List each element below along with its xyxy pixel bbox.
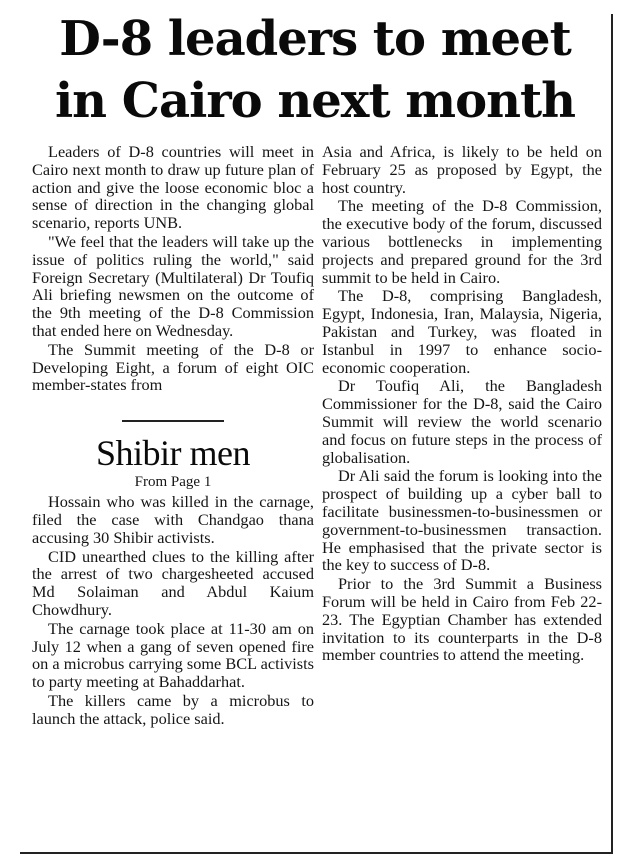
headline-line-1: D-8 leaders to meet [59, 11, 571, 67]
story-paragraph: Prior to the 3rd Summit a Business Forum will be held in Cairo from Feb 22-23. The Egyptian Chamber has extended invitation to its counterparts in the D-8 member countries to attend the meeting. [322, 574, 602, 665]
story-paragraph: The meeting of the D-8 Commission, the executive body of the forum, discussed various bottlenecks in implementing projects and prepared ground for the 3rd summit to be held in Cairo. [322, 196, 602, 287]
story-paragraph: Leaders of D-8 countries will meet in Cairo next month to draw up future plan of action and give the loose economic bloc a sense of direction in the changing global scenario, reports UNB. [32, 142, 314, 233]
story-paragraph: Dr Toufiq Ali, the Bangladesh Commissioner for the D-8, said the Cairo Summit will review the world scenario and focus on future steps in the process of globalisation. [322, 376, 602, 467]
column-rule-bottom [20, 852, 612, 854]
story-paragraph: Hossain who was killed in the carnage, filed the case with Chandgao thana accusing 30 Shibir activists. [32, 492, 314, 547]
story-paragraph: CID unearthed clues to the killing after the arrest of two chargesheeted accused Md Solaiman and Abdul Kaium Chowdhury. [32, 546, 314, 619]
story-paragraph: The D-8, comprising Bangladesh, Egypt, Indonesia, Iran, Malaysia, Nigeria, Pakistan and Turkey, was floated in Istanbul in 1997 to enhance socio-economic cooperation. [322, 286, 602, 377]
story-paragraph: The killers came by a microbus to launch the attack, police said. [32, 690, 314, 728]
story-paragraph: "We feel that the leaders will take up the issue of politics ruling the world," said Foreign Secretary (Multilateral) Dr Toufiq Ali briefing newsmen on the outcome of the 9th meeting of the D-8 Commission that ended here on Wednesday. [32, 231, 314, 340]
second-story [32, 434, 314, 727]
main-headline [30, 8, 600, 132]
story-paragraph: The carnage took place at 11-30 am on July 12 when a gang of seven opened fire on a microbus carrying some BCL activists to party meeting at Bahaddarhat. [32, 618, 314, 692]
right-column [322, 143, 602, 664]
second-story-headline: Shibir men [96, 433, 250, 474]
main-story-left [32, 143, 314, 394]
story-divider [122, 420, 224, 422]
story-paragraph: The Summit meeting of the D-8 or Developing Eight, a forum of eight OIC member-states from [32, 339, 314, 395]
headline-line-2: in Cairo next month [54, 73, 576, 129]
jump-line: From Page 1 [134, 474, 212, 491]
story-paragraph-continued: Asia and Africa, is likely to be held on February 25 as proposed by Egypt, the host country. [322, 142, 602, 197]
left-column [32, 143, 314, 728]
column-rule-right [611, 14, 613, 854]
story-paragraph: Dr Ali said the forum is looking into the prospect of building up a cyber ball to facilitate businessmen-to-businessmen or government-to-businessmen transaction. He emphasised that the private sector is the key to success of D-8. [322, 466, 602, 575]
